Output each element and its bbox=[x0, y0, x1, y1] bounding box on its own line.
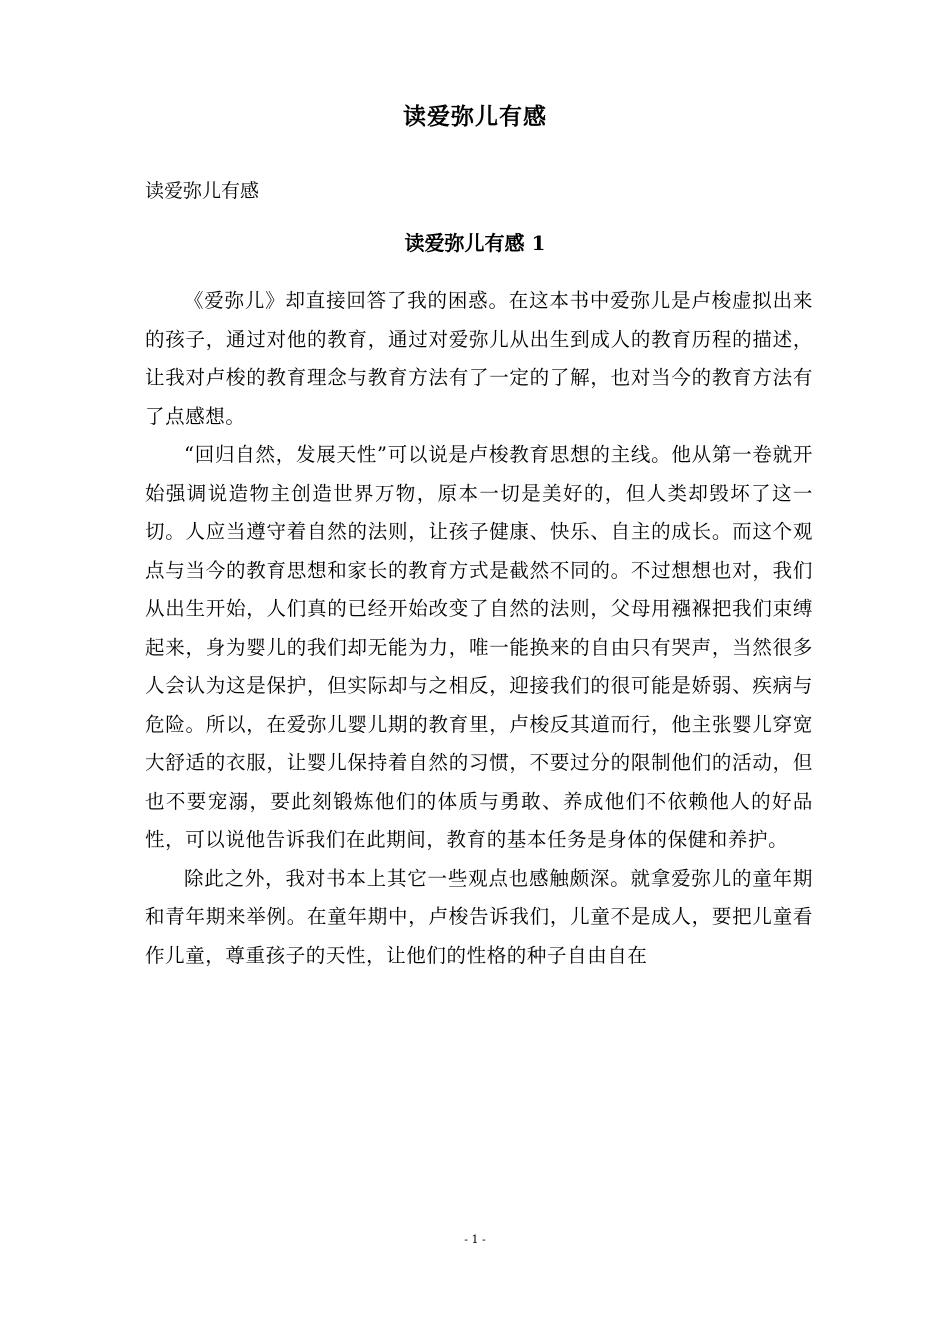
page-number: - 1 - bbox=[464, 1233, 486, 1246]
document-subtitle: 读爱弥儿有感 bbox=[145, 180, 260, 202]
document-body bbox=[145, 282, 813, 975]
paragraph: 《爱弥儿》却直接回答了我的困惑。在这本书中爱弥儿是卢梭虚拟出来的孩子，通过对他的教育，通过对爱弥儿从出生到成人的教育历程的描述，让我对卢梭的教育理念与教育方法有了一定的了解，也对当今的教育方法有了点感想。 bbox=[145, 289, 813, 428]
paragraph: “回归自然，发展天性”可以说是卢梭教育思想的主线。他从第一卷就开始强调说造物主创造世界万物，原本一切是美好的，但人类却毁坏了这一切。人应当遵守着自然的法则，让孩子健康、快乐、自主的成长。而这个观点与当今的教育思想和家长的教育方式是截然不同的。不过想想也对，我们从出生开始，人们真的已经开始改变了自然的法则，父母用襁褓把我们束缚起来，身为婴儿的我们却无能为力，唯一能换来的自由只有哭声，当然很多人会认为这是保护，但实际却与之相反，迎接我们的很可能是娇弱、疾病与危险。所以，在爱弥儿婴儿期的教育里，卢梭反其道而行，他主张婴儿穿宽大舒适的衣服，让婴儿保持着自然的习惯，不要过分的限制他们的活动，但也不要宠溺，要此刻锻炼他们的体质与勇敢、养成他们不依赖他人的好品性，可以说他告诉我们在此期间，教育的基本任务是身体的保健和养护。 bbox=[145, 443, 813, 851]
paragraph: 除此之外，我对书本上其它一些观点也感触颇深。就拿爱弥儿的童年期和青年期来举例。在童年期中，卢梭告诉我们，儿童不是成人，要把儿童看作儿童，尊重孩子的天性，让他们的性格的种子自由自在 bbox=[145, 866, 813, 967]
document-title: 读爱弥儿有感 bbox=[403, 103, 547, 130]
section-heading: 读爱弥儿有感 1 bbox=[404, 231, 546, 255]
